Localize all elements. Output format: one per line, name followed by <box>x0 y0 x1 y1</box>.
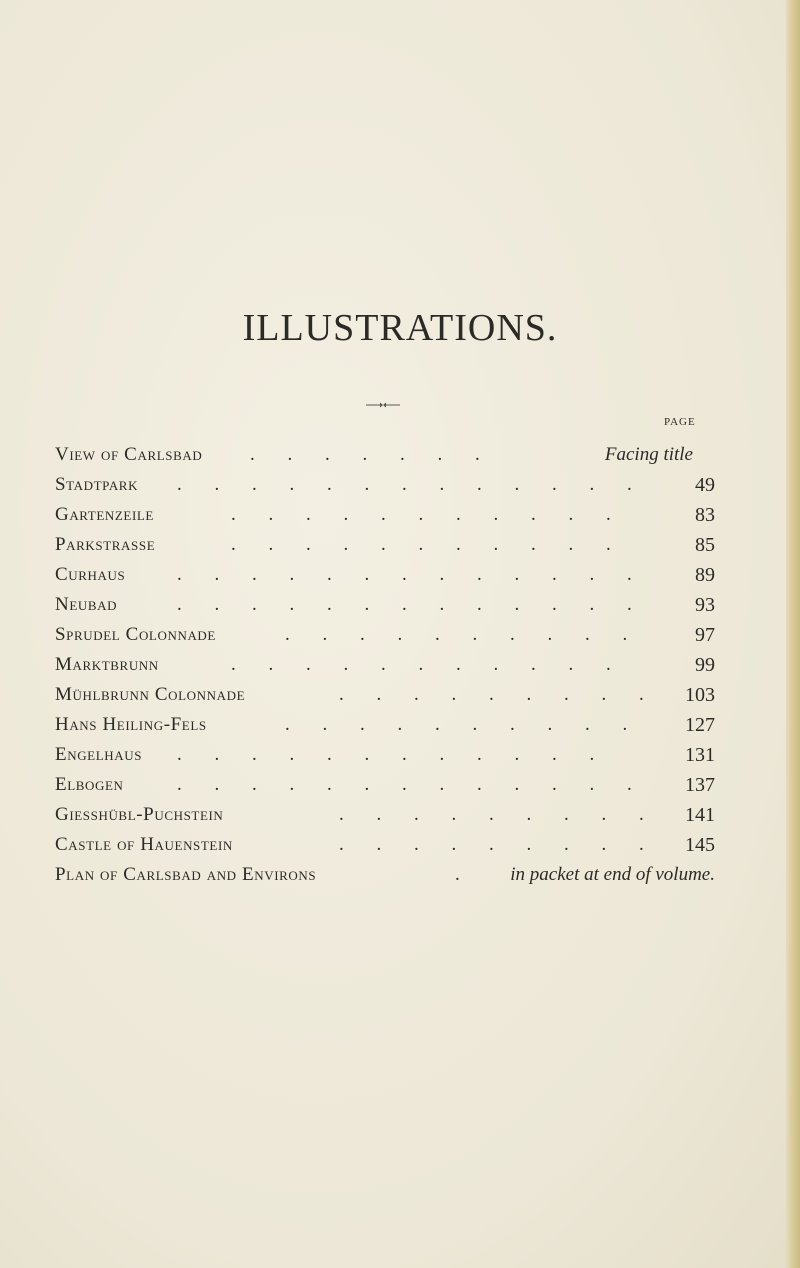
entry-title: Giesshübl-Puchstein <box>55 804 224 825</box>
ornament-divider <box>366 402 400 408</box>
entry-title: Curhaus <box>55 564 126 585</box>
entry-title: Elbogen <box>55 774 124 795</box>
dot-leaders: . . . . . . . . . <box>339 684 658 705</box>
dot-leaders: . . . . . . . . . . . . . <box>177 564 646 585</box>
list-item <box>55 680 715 710</box>
dot-leaders: . . . . . . . . . . . <box>231 534 625 555</box>
list-item <box>55 500 715 530</box>
list-item <box>55 530 715 560</box>
entry-page: 89 <box>695 564 715 586</box>
entry-page: 127 <box>685 714 715 736</box>
list-item <box>55 590 715 620</box>
entry-page: 83 <box>695 504 715 526</box>
dot-leaders: . . . . . . . . . . <box>285 714 642 735</box>
dot-leaders: . . . . . . . . . <box>339 804 658 825</box>
list-item <box>55 560 715 590</box>
entry-page: 93 <box>695 594 715 616</box>
entry-page: 49 <box>695 474 715 496</box>
entry-title: Gartenzeile <box>55 504 154 525</box>
entry-title: Plan of Carlsbad and Environs <box>55 864 317 885</box>
entry-page: 145 <box>685 834 715 856</box>
list-item <box>55 860 715 890</box>
entry-title: Neubad <box>55 594 118 615</box>
entry-note: in packet at end of volume. <box>510 864 715 885</box>
page-title: ILLUSTRATIONS. <box>242 307 558 349</box>
dot-leaders: . . . . . . . . . . . . . <box>177 594 646 615</box>
dot-leaders: . . . . . . . . . . . . <box>177 744 609 765</box>
entry-title: Castle of Hauenstein <box>55 834 233 855</box>
list-item <box>55 830 715 860</box>
entry-title: Marktbrunn <box>55 654 159 675</box>
entry-title: Sprudel Colonnade <box>55 624 216 645</box>
dot-leaders: . . . . . . . . . . . <box>231 654 625 675</box>
list-item <box>55 710 715 740</box>
entry-page: 97 <box>695 624 715 646</box>
dot-leaders: . . . . . . . . . . <box>285 624 642 645</box>
list-item <box>55 650 715 680</box>
entry-page: 137 <box>685 774 715 796</box>
entry-page: 141 <box>685 804 715 826</box>
entry-note: Facing title <box>604 444 693 465</box>
dot-leaders: . . . . . . . <box>250 444 494 465</box>
list-item <box>55 620 715 650</box>
entry-title: Stadtpark <box>55 474 139 495</box>
page-column-label: PAGE <box>664 416 696 428</box>
entry-title: View of Carlsbad <box>55 444 203 465</box>
dot-leaders: . . . . . . . . . . . . . <box>177 774 646 795</box>
entry-page: 103 <box>685 684 715 706</box>
page-edge <box>786 0 800 1268</box>
list-item <box>55 440 715 470</box>
illustrations-list <box>55 440 715 890</box>
entry-title: Mühlbrunn Colonnade <box>55 684 246 705</box>
dot-leaders: . . . . . . . . . <box>339 834 658 855</box>
entry-page: 99 <box>695 654 715 676</box>
list-item <box>55 770 715 800</box>
entry-page: 131 <box>685 744 715 766</box>
entry-page: 85 <box>695 534 715 556</box>
list-item <box>55 470 715 500</box>
dot-leaders: . . . . . . . . . . . <box>231 504 625 525</box>
list-item <box>55 800 715 830</box>
entry-title: Parkstrasse <box>55 534 156 555</box>
dot-leaders: . <box>455 864 474 885</box>
entry-title: Engelhaus <box>55 744 143 765</box>
entry-title: Hans Heiling-Fels <box>55 714 207 735</box>
list-item <box>55 740 715 770</box>
dot-leaders: . . . . . . . . . . . . . <box>177 474 646 495</box>
